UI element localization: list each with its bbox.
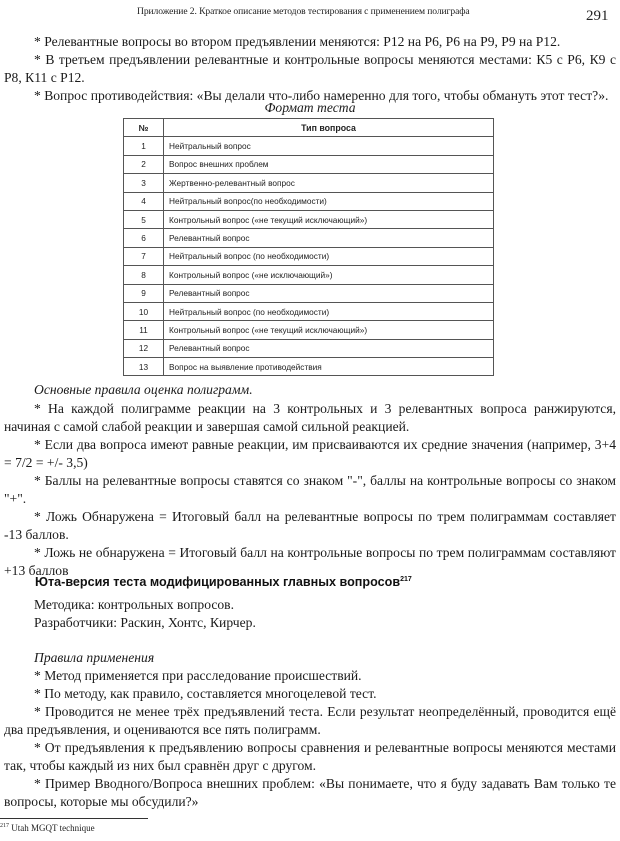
table-row	[124, 210, 494, 228]
rule-bullet: * Пример Вводного/Вопроса внешних проблем: «Вы понимаете, что я буду задавать Вам только те вопросы, которые мы обсудили?»	[4, 776, 616, 809]
row-number: 12	[124, 339, 164, 357]
scoring-bullet: * Ложь не обнаружена = Итоговый балл на контрольные вопросы по трем полиграммам составляют +13 баллов	[4, 545, 616, 578]
footnote-divider	[0, 818, 148, 819]
intro-bullet: * В третьем предъявлении релевантные и контрольные вопросы меняются местами: К5 с Р6, К9 с Р8, К11 с Р12.	[4, 52, 616, 85]
row-type: Нейтральный вопрос (по необходимости)	[164, 302, 494, 320]
column-header-number: №	[124, 119, 164, 137]
table-row	[124, 192, 494, 210]
method-line: Методика: контрольных вопросов.	[34, 597, 234, 612]
row-number: 6	[124, 229, 164, 247]
table-row	[124, 266, 494, 284]
scoring-bullet: * Баллы на релевантные вопросы ставятся со знаком "-", баллы на контрольные вопросы со знаком "+".	[4, 473, 616, 506]
row-number: 5	[124, 210, 164, 228]
row-type: Контрольный вопрос («не исключающий»)	[164, 266, 494, 284]
row-number: 1	[124, 137, 164, 155]
page-number: 291	[586, 8, 609, 24]
scoring-bullet: * Если два вопроса имеют равные реакции, им присваиваются их средние значения (например, 3+4 = 7/2 = +/- 3,5)	[4, 437, 616, 470]
row-type: Контрольный вопрос («не текущий исключающий»)	[164, 210, 494, 228]
row-number: 9	[124, 284, 164, 302]
table-row	[124, 339, 494, 357]
table-row	[124, 284, 494, 302]
developers-line: Разработчики: Раскин, Хонтс, Кирчер.	[34, 615, 256, 630]
header-title: Приложение 2. Краткое описание методов тестирования с применением полиграфа	[137, 6, 470, 17]
table-row	[124, 302, 494, 320]
row-number: 7	[124, 247, 164, 265]
test-format-table	[123, 118, 494, 376]
row-number: 11	[124, 321, 164, 339]
row-type: Нейтральный вопрос (по необходимости)	[164, 247, 494, 265]
table-header-row	[124, 119, 494, 137]
table-row	[124, 174, 494, 192]
scoring-heading: Основные правила оценка полиграмм.	[34, 382, 253, 397]
row-type: Вопрос на выявление противодействия	[164, 358, 494, 376]
footnote-number: 217	[0, 823, 9, 829]
row-type: Релевантный вопрос	[164, 284, 494, 302]
row-number: 13	[124, 358, 164, 376]
row-number: 2	[124, 155, 164, 173]
column-header-type: Тип вопроса	[164, 119, 494, 137]
rule-bullet: * Проводится не менее трёх предъявлений теста. Если результат неопределённый, проводится ещё два предъявления, и оцениваются все пять полиграмм.	[4, 704, 616, 737]
row-number: 8	[124, 266, 164, 284]
rules-heading: Правила применения	[34, 650, 155, 665]
row-type: Нейтральный вопрос	[164, 137, 494, 155]
footnote-reference: 217	[400, 575, 412, 583]
rule-bullet: * Метод применяется при расследование происшествий.	[34, 668, 362, 683]
row-type: Жертвенно-релевантный вопрос	[164, 174, 494, 192]
rule-bullet: * По методу, как правило, составляется многоцелевой тест.	[34, 686, 377, 701]
footnote-text: Utah MGQT technique	[11, 823, 95, 833]
intro-bullet: * Релевантные вопросы во втором предъявлении меняются: Р12 на Р6, Р6 на Р9, Р9 на Р12.	[34, 34, 561, 49]
scoring-bullet: * Ложь Обнаружена = Итоговый балл на релевантные вопросы по трем полиграммам составляет -13 баллов.	[4, 509, 616, 542]
row-number: 10	[124, 302, 164, 320]
row-type: Нейтральный вопрос(по необходимости)	[164, 192, 494, 210]
row-type: Вопрос внешних проблем	[164, 155, 494, 173]
table-row	[124, 247, 494, 265]
table-row	[124, 229, 494, 247]
row-type: Релевантный вопрос	[164, 339, 494, 357]
table-row	[124, 358, 494, 376]
row-type: Контрольный вопрос («не текущий исключающий»)	[164, 321, 494, 339]
row-number: 3	[124, 174, 164, 192]
scoring-bullet: * На каждой полиграмме реакции на 3 контрольных и 3 релевантных вопроса ранжируются, начиная с самой слабой реакции и завершая самой сильной реакцией.	[4, 401, 616, 434]
rule-bullet: * От предъявления к предъявлению вопросы сравнения и релевантные вопросы меняются местами так, чтобы каждый из них был сравнён друг с другом.	[4, 740, 616, 773]
table-row	[124, 137, 494, 155]
footnote	[0, 823, 95, 833]
section-title	[35, 575, 412, 589]
row-number: 4	[124, 192, 164, 210]
table-row	[124, 155, 494, 173]
table-caption: Формат теста	[264, 100, 356, 115]
running-header	[0, 6, 620, 26]
table-row	[124, 321, 494, 339]
section-title-text: Юта-версия теста модифицированных главных вопросов	[35, 575, 401, 589]
row-type: Релевантный вопрос	[164, 229, 494, 247]
intro-bullet: * Вопрос противодействия: «Вы делали что-либо намеренно для того, чтобы обмануть этот тест?».	[34, 88, 609, 103]
